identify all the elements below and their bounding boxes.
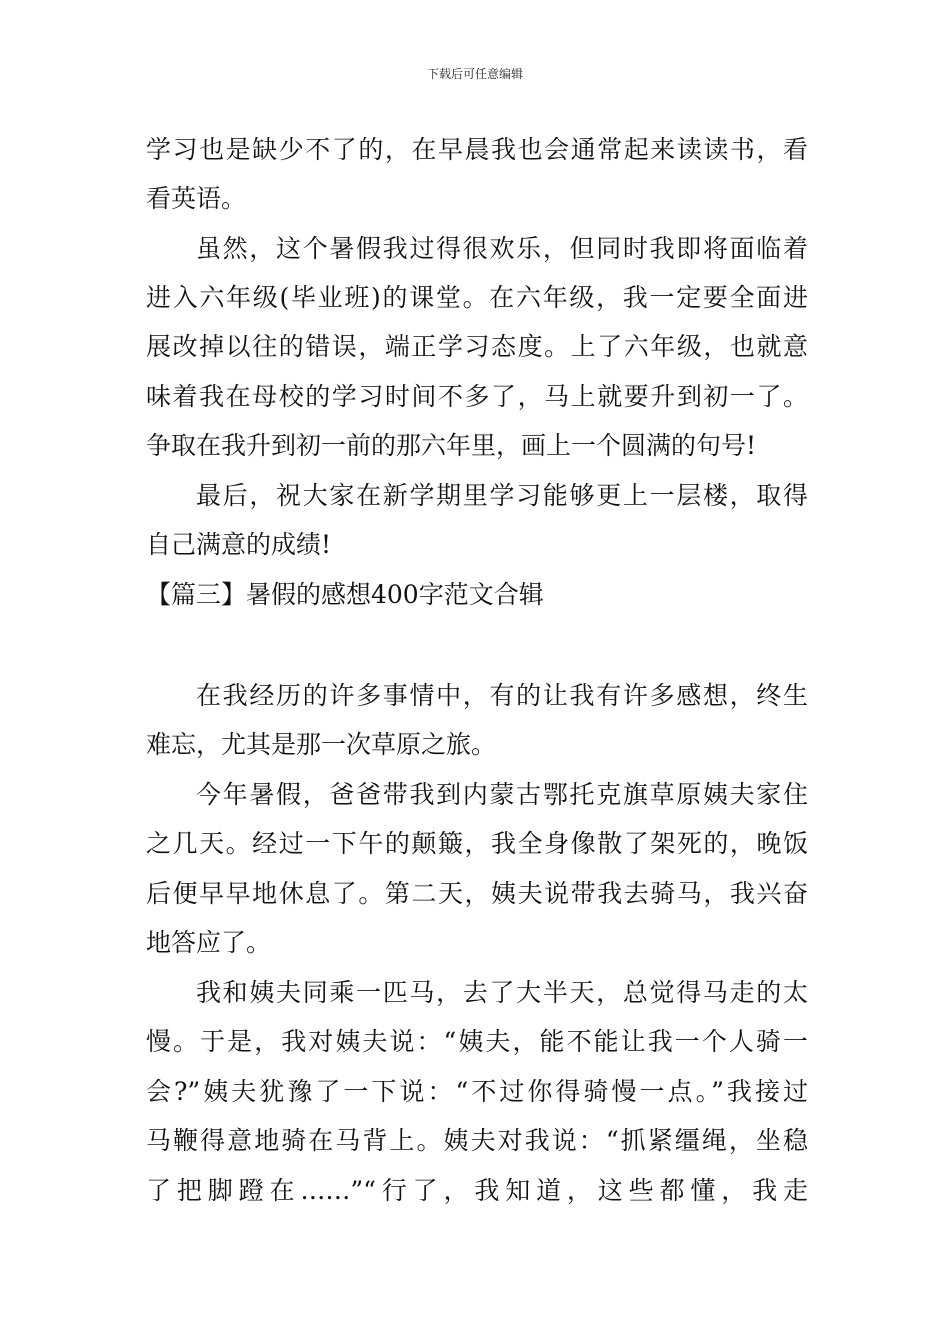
text-line: 虽然，这个暑假我过得很欢乐，但同时我即将面临着 xyxy=(196,234,808,263)
text-line: 看英语。 xyxy=(146,184,247,213)
text-line: 争取在我升到初一前的那六年里，画上一个圆满的句号! xyxy=(146,431,757,460)
text-line: 展改掉以往的错误，端正学习态度。上了六年级，也就意 xyxy=(146,332,808,361)
text-line: 马鞭得意地骑在马背上。姨夫对我说：“抓紧缰绳，坐稳 xyxy=(146,1126,808,1155)
text-line: 学习也是缺少不了的，在早晨我也会通常起来读读书，看 xyxy=(146,135,808,164)
text-line: 之几天。经过一下午的颠簸，我全身像散了架死的，晚饭 xyxy=(146,829,808,858)
text-line: 进入六年级(毕业班)的课堂。在六年级，我一定要全面进 xyxy=(146,283,808,312)
text-line: 难忘，尤其是那一次草原之旅。 xyxy=(146,730,497,759)
text-line: 最后，祝大家在新学期里学习能够更上一层楼，取得 xyxy=(196,481,808,510)
text-line: 味着我在母校的学习时间不多了，马上就要升到初一了。 xyxy=(146,382,808,411)
text-line: 后便早早地休息了。第二天，姨夫说带我去骑马，我兴奋 xyxy=(146,879,808,908)
text-line: 了把脚蹬在……”“行了，我知道，这些都懂，我走 xyxy=(146,1176,808,1205)
text-line: 慢。于是，我对姨夫说：“姨夫，能不能让我一个人骑一 xyxy=(146,1027,808,1056)
section-heading: 【篇三】暑假的感想400字范文合辑 xyxy=(146,580,544,609)
text-line: 在我经历的许多事情中，有的让我有许多感想，终生 xyxy=(196,681,808,710)
text-line: 地答应了。 xyxy=(146,928,272,957)
text-line: 我和姨夫同乘一匹马，去了大半天，总觉得马走的太 xyxy=(196,978,808,1007)
text-line: 会?”姨夫犹豫了一下说：“不过你得骑慢一点。”我接过 xyxy=(146,1077,808,1106)
page-header: 下载后可任意编辑 xyxy=(426,67,523,81)
text-line: 自己满意的成绩! xyxy=(146,530,332,559)
text-line: 今年暑假，爸爸带我到内蒙古鄂托克旗草原姨夫家住 xyxy=(196,780,808,809)
